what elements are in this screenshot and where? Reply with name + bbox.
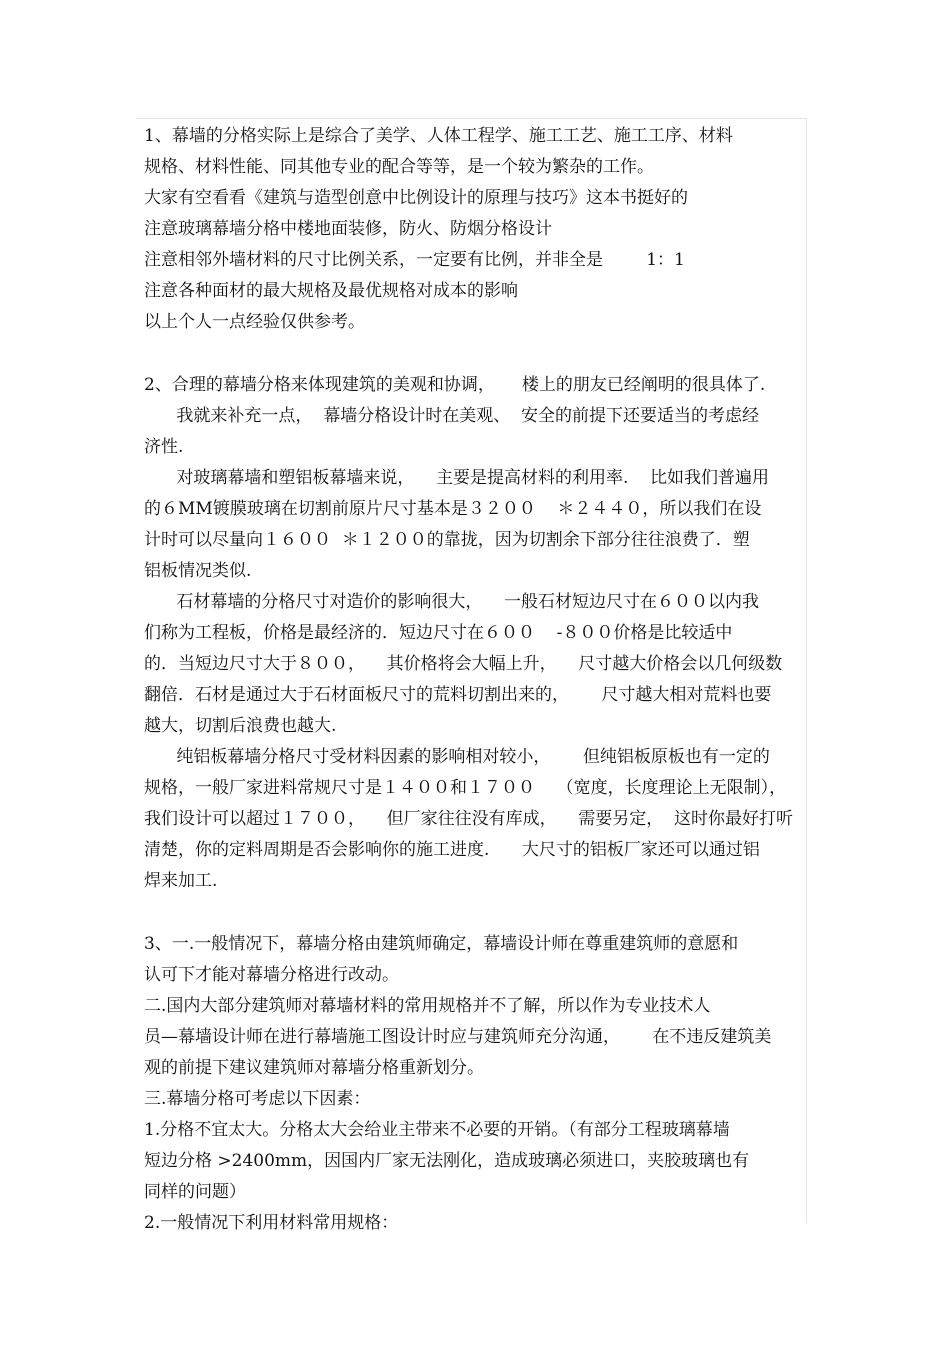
text-line: 铝板情况类似. [144, 561, 252, 581]
text-line: 注意各种面材的最大规格及最优规格对成本的影响 [144, 281, 518, 301]
text-line: 三.幕墙分格可考虑以下因素： [144, 1089, 371, 1109]
text-line: 规格，一般厂家进料常规尺寸是１４００和１７００ （宽度，长度理论上无限制）， [144, 778, 787, 798]
text-line: 2、合理的幕墙分格来体现建筑的美观和协调， 楼上的朋友已经阐明的很具体了. [144, 375, 766, 395]
text-line: 观的前提下建议建筑师对幕墙分格重新划分。 [144, 1058, 484, 1078]
text-line: 我们设计可以超过１７００， 但厂家往往没有库成， 需要另定， 这时你最好打听 [144, 809, 794, 829]
text-line: 越大，切割后浪费也越大. [144, 716, 337, 736]
text-line: 的６MM镀膜玻璃在切割前原片尺寸基本是３２００ ＊２４４０，所以我们在设 [144, 499, 762, 519]
text-line: 济性. [144, 437, 184, 457]
text-line: 焊来加工. [144, 871, 218, 891]
text-line: 二.国内大部分建筑师对幕墙材料的常用规格并不了解，所以作为专业技术人 [144, 996, 711, 1016]
document-body [144, 121, 804, 1239]
text-line: 3、一.一般情况下，幕墙分格由建筑师确定，幕墙设计师在尊重建筑师的意愿和 [144, 934, 739, 954]
text-line: 1.分格不宜太大。分格太大会给业主带来不必要的开销。（有部分工程玻璃幕墙 [144, 1120, 730, 1140]
text-line: 同样的问题） [144, 1182, 246, 1202]
text-line: 对玻璃幕墙和塑铝板幕墙来说， 主要是提高材料的利用率. 比如我们普遍用 [144, 468, 770, 488]
text-line: 认可下才能对幕墙分格进行改动。 [144, 965, 399, 985]
text-line: 以上个人一点经验仅供参考。 [144, 312, 365, 332]
text-line: 们称为工程板，价格是最经济的．短边尺寸在６００ -８００价格是比较适中 [144, 623, 733, 643]
text-line: 翻倍．石材是通过大于石材面板尺寸的荒料切割出来的， 尺寸越大相对荒料也要 [144, 685, 772, 705]
text-line: 计时可以尽量向１６００ ＊１２００的靠拢，因为切割余下部分往往浪费了．塑 [144, 530, 750, 550]
blank-line [144, 897, 804, 929]
text-line: 大家有空看看《建筑与造型创意中比例设计的原理与技巧》这本书挺好的 [144, 188, 688, 208]
text-line: 员—幕墙设计师在进行幕墙施工图设计时应与建筑师充分沟通， 在不违反建筑美 [144, 1027, 772, 1047]
text-line: 我就来补充一点， 幕墙分格设计时在美观、 安全的前提下还要适当的考虑经 [144, 406, 760, 426]
text-line: 1、幕墙的分格实际上是综合了美学、人体工程学、施工工艺、施工工序、材料 [144, 126, 733, 146]
text-line: 的．当短边尺寸大于８００， 其价格将会大幅上升， 尺寸越大价格会以几何级数 [144, 654, 783, 674]
blank-line [144, 338, 804, 370]
text-line: 短边分格 >2400mm，因国内厂家无法刚化，造成玻璃必须进口，夹胶玻璃也有 [144, 1151, 750, 1171]
text-line: 纯铝板幕墙分格尺寸受材料因素的影响相对较小， 但纯铝板原板也有一定的 [144, 747, 770, 767]
text-line: 注意相邻外墙材料的尺寸比例关系，一定要有比例，并非全是 1：1 [144, 250, 685, 270]
text-line: 规格、材料性能、同其他专业的配合等等，是一个较为繁杂的工作。 [144, 157, 654, 177]
text-line: 清楚，你的定料周期是否会影响你的施工进度. 大尺寸的铝板厂家还可以通过铝 [144, 840, 760, 860]
text-line: 石材幕墙的分格尺寸对造价的影响很大， 一般石材短边尺寸在６００以内我 [144, 592, 760, 612]
text-line: 注意玻璃幕墙分格中楼地面装修，防火、防烟分格设计 [144, 219, 552, 239]
text-line: 2.一般情况下利用材料常用规格： [144, 1213, 399, 1233]
